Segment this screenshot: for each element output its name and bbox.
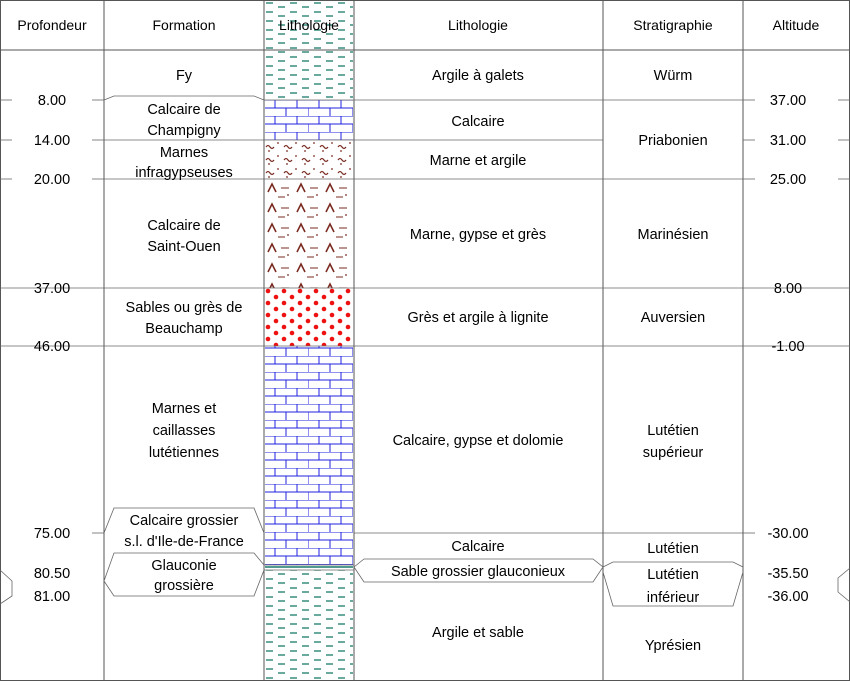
litho-fill-marl xyxy=(265,140,353,179)
stratigraphy-label: Marinésien xyxy=(637,227,709,243)
altitude-label: -30.00 xyxy=(767,526,809,542)
lithology-label: Marne, gypse et grès xyxy=(409,227,547,243)
header-stratigraphie: Stratigraphie xyxy=(633,17,713,33)
header-altitude: Altitude xyxy=(772,17,820,33)
formation-label: Calcaire de Saint-Ouen xyxy=(147,218,221,255)
depth-label: 46.00 xyxy=(33,339,71,355)
stratigraphy-label: Auversien xyxy=(640,310,706,326)
lithology-label: Argile et sable xyxy=(432,625,524,641)
depth-label: 37.00 xyxy=(33,281,71,297)
lithology-column xyxy=(265,2,353,681)
altitude-label: 8.00 xyxy=(773,281,803,297)
lithology-label: Sable grossier glauconieux xyxy=(390,564,566,580)
litho-fill-gypsum xyxy=(265,179,353,288)
altitude-label: 25.00 xyxy=(769,172,807,188)
lithology-label: Calcaire xyxy=(451,539,505,555)
lithology-label: Marne et argile xyxy=(429,153,527,169)
altitude-label: -36.00 xyxy=(767,589,809,605)
litho-fill-clay-bottom xyxy=(265,570,353,681)
formation-label: Calcaire grossier s.l. d'Ile-de-France xyxy=(124,513,244,550)
formation-label: Marnes infragypseuses xyxy=(135,145,233,181)
depth-label: 8.00 xyxy=(37,93,67,109)
formation-label: Marnes et caillasses lutétiennes xyxy=(148,401,220,461)
formation-label: Calcaire de Champigny xyxy=(147,102,221,139)
formation-labels xyxy=(124,68,244,594)
litho-fill-sandstone xyxy=(265,288,353,346)
lithology-labels xyxy=(391,68,566,641)
altitude-label: 37.00 xyxy=(769,93,807,109)
stratigraphy-labels xyxy=(638,68,709,654)
lithology-label: Calcaire, gypse et dolomie xyxy=(392,433,564,449)
depth-label: 14.00 xyxy=(33,133,71,149)
altitude-labels xyxy=(767,93,808,605)
header-lithologie: Lithologie xyxy=(448,17,508,33)
lithology-label: Argile à galets xyxy=(432,68,524,84)
depth-label: 80.50 xyxy=(33,566,71,582)
litho-fill-clay-top xyxy=(265,50,353,100)
altitude-label: -1.00 xyxy=(771,339,805,355)
header-lithologie-log: Lithologie xyxy=(279,17,339,33)
formation-label: Glauconie grossière xyxy=(151,558,217,594)
header-profondeur: Profondeur xyxy=(17,17,87,33)
stratigraphy-label: Yprésien xyxy=(644,638,702,654)
stratigraphy-label: Lutétien xyxy=(647,541,699,557)
stratigraphy-label: Priabonien xyxy=(638,133,708,149)
formation-label: Sables ou grès de Beauchamp xyxy=(125,300,243,337)
formation-label: Fy xyxy=(175,68,193,84)
header-formation: Formation xyxy=(152,17,216,33)
litho-fill-limestone-1 xyxy=(265,100,353,140)
lithology-label: Grès et argile à lignite xyxy=(407,310,549,326)
lithology-label: Calcaire xyxy=(451,114,505,130)
litho-fill-limestone-2 xyxy=(265,346,353,565)
depth-label: 20.00 xyxy=(33,172,71,188)
depth-label: 75.00 xyxy=(33,526,71,542)
depth-labels xyxy=(34,93,70,605)
altitude-label: 31.00 xyxy=(769,133,807,149)
column-headers xyxy=(17,17,819,33)
stratigraphy-label: Lutétien inférieur xyxy=(646,567,700,606)
altitude-label: -35.50 xyxy=(767,566,809,582)
depth-label: 81.00 xyxy=(33,589,71,605)
stratigraphy-label: Würm xyxy=(653,68,693,84)
stratigraphy-label: Lutétien supérieur xyxy=(642,423,704,461)
